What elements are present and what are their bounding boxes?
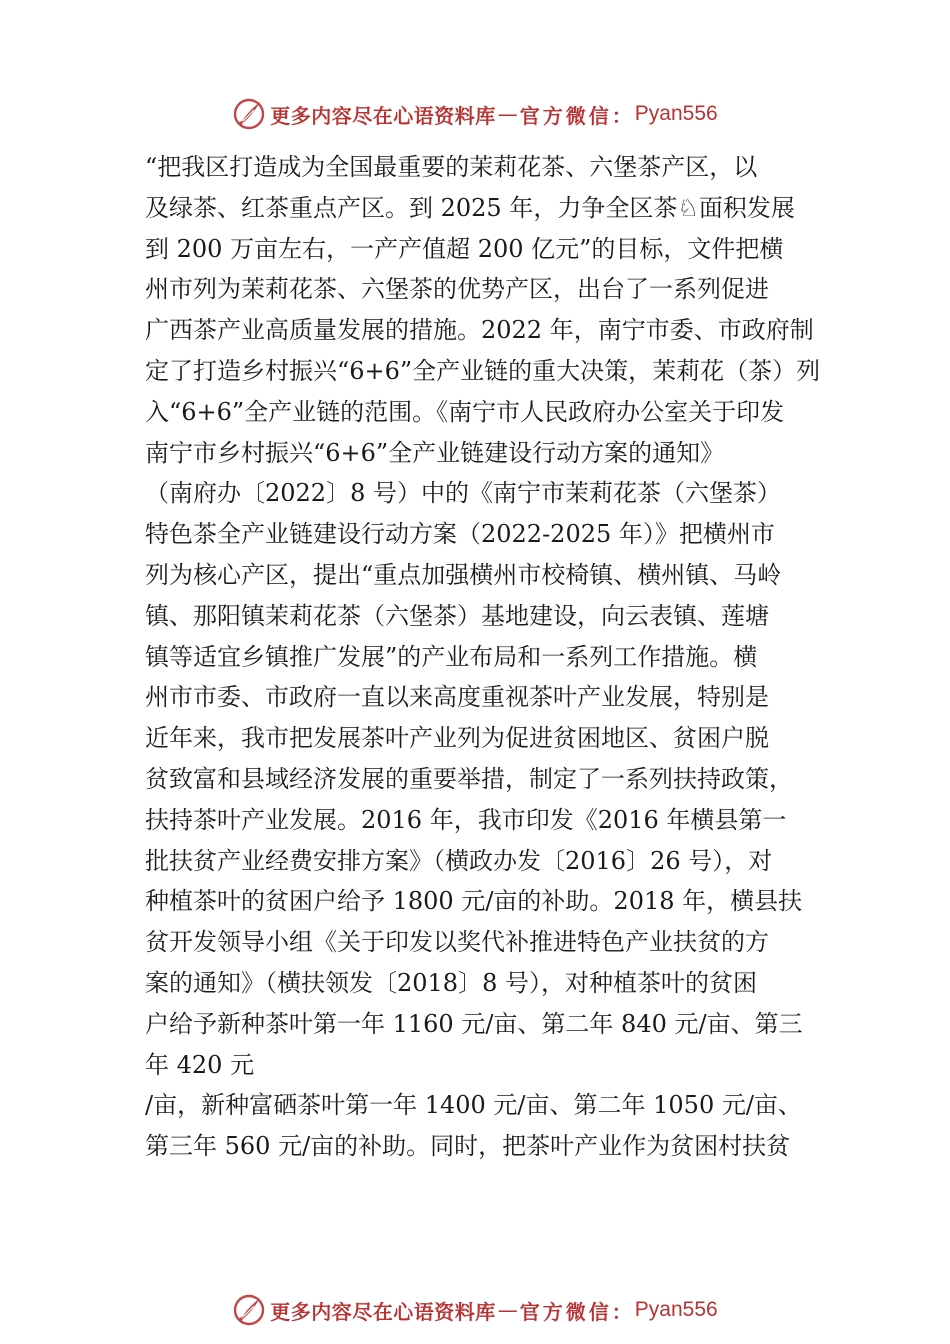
header-banner	[0, 94, 950, 134]
banner-title: 更多内容尽在心语资料库	[270, 1299, 496, 1324]
body-line: 州市列为茉莉花茶、六堡茶的优势产区，出台了一系列促进	[145, 275, 769, 304]
quill-pen-logo-icon	[232, 97, 266, 131]
body-line: 第三年 560 元/亩的补助。同时，把茶叶产业作为贫困村扶贫	[145, 1132, 791, 1161]
body-line: “把我区打造成为全国最重要的茉莉花茶、六堡茶产区，以	[145, 153, 758, 181]
quill-pen-logo-icon	[232, 1293, 266, 1327]
body-line: 州市市委、市政府一直以来高度重视茶叶产业发展，特别是	[145, 683, 769, 712]
banner-wechat-id: Pyan556	[634, 1298, 718, 1321]
body-line: 批扶贫产业经费安排方案》（横政办发〔2016〕26 号），对	[145, 846, 773, 875]
body-line: 种植茶叶的贫困户给予 1800 元/亩的补助。2018 年，横县扶	[145, 887, 803, 916]
body-line: 贫开发领导小组《关于印发以奖代补推进特色产业扶贫的方	[145, 928, 769, 957]
body-line: 及绿茶、红茶重点产区。到 2025 年，力争全区茶♘面积发展	[145, 193, 795, 222]
body-line: 特色茶全产业链建设行动方案（2022-2025 年）》把横州市	[145, 520, 775, 549]
body-line: （南府办〔2022〕8 号）中的《南宁市茉莉花茶（六堡茶）	[145, 479, 781, 508]
body-line: 入“6+6”全产业链的范围。《南宁市人民政府办公室关于印发	[145, 397, 785, 426]
body-line: 镇等适宜乡镇推广发展”的产业布局和一系列工作措施。横	[145, 642, 758, 671]
banner-separator: —	[497, 1298, 518, 1322]
banner-wechat-label: 官方微信：	[519, 103, 635, 128]
body-line: 定了打造乡村振兴“6+6”全产业链的重大决策，茉莉花（茶）列	[145, 356, 821, 385]
body-line: 年 420 元	[145, 1050, 255, 1079]
body-line: /亩，新种富硒茶叶第一年 1400 元/亩、第二年 1050 元/亩、	[145, 1091, 802, 1120]
body-line: 南宁市乡村振兴“6+6”全产业链建设行动方案的通知》	[145, 438, 725, 467]
body-line: 镇、那阳镇茉莉花茶（六堡茶）基地建设，向云表镇、莲塘	[145, 601, 769, 630]
document-body	[145, 147, 835, 1167]
banner-title: 更多内容尽在心语资料库	[270, 103, 496, 128]
body-line: 广西茶产业高质量发展的措施。2022 年，南宁市委、市政府制	[145, 316, 814, 345]
footer-banner	[0, 1290, 950, 1330]
body-line: 案的通知》（横扶领发〔2018〕8 号），对种植茶叶的贫困	[145, 968, 757, 997]
banner-separator: —	[497, 102, 518, 126]
body-line: 扶持茶叶产业发展。2016 年，我市印发《2016 年横县第一	[145, 805, 787, 834]
body-line: 到 200 万亩左右，一产产值超 200 亿元”的目标，文件把横	[145, 234, 784, 263]
body-line: 近年来，我市把发展茶叶产业列为促进贫困地区、贫困户脱	[145, 724, 769, 753]
banner-wechat-label: 官方微信：	[519, 1299, 635, 1324]
body-line: 贫致富和县域经济发展的重要举措，制定了一系列扶持政策，	[145, 764, 793, 793]
body-line: 列为核心产区，提出“重点加强横州市校椅镇、横州镇、马岭	[145, 560, 782, 589]
body-line: 户给予新种茶叶第一年 1160 元/亩、第二年 840 元/亩、第三	[145, 1009, 803, 1038]
banner-wechat-id: Pyan556	[634, 102, 718, 125]
